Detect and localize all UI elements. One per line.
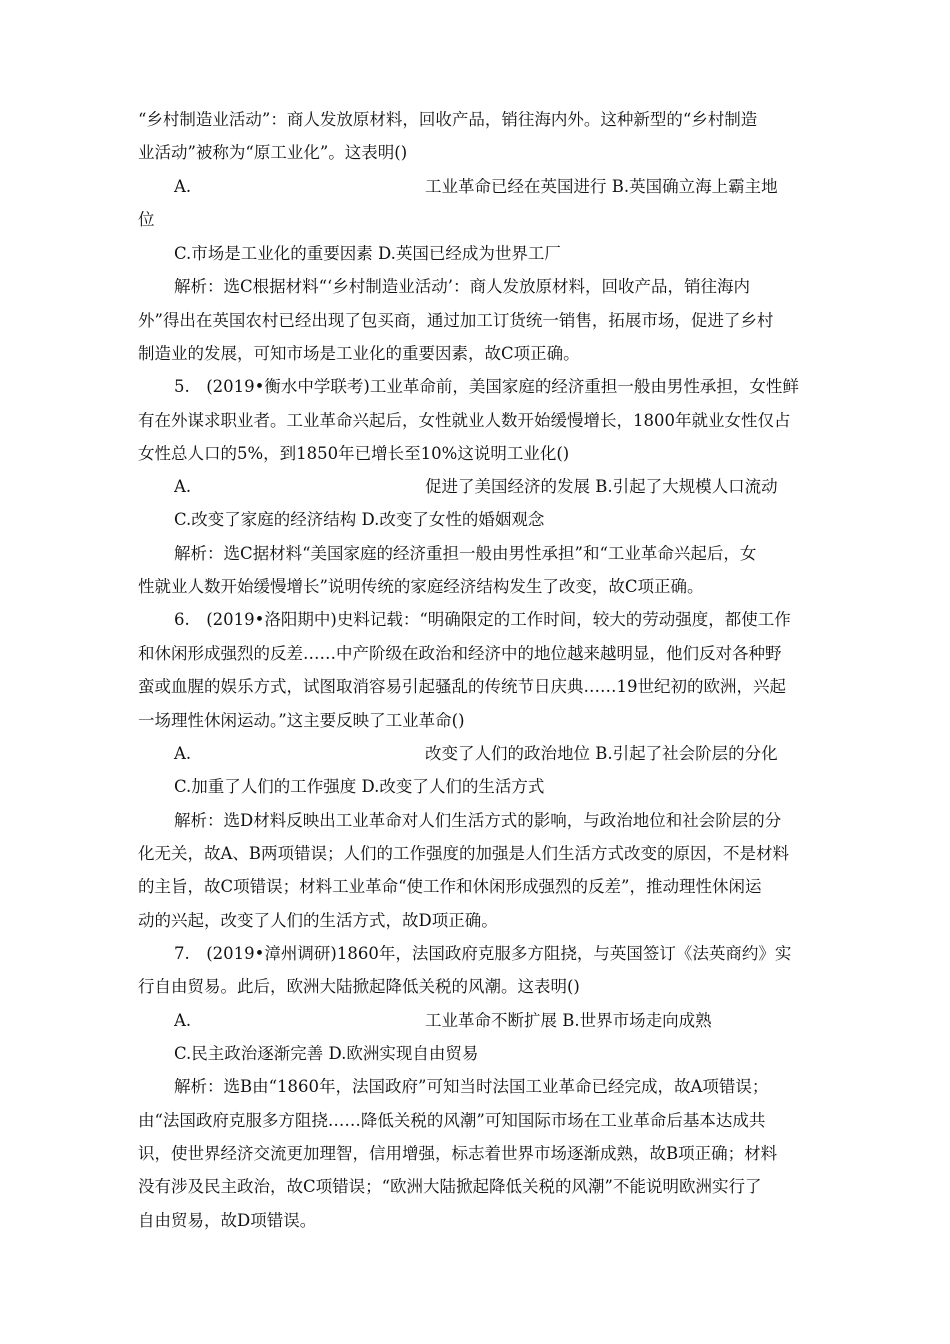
answer-analysis-line: 解析：选C据材料“美国家庭的经济重担一般由男性承担”和“工业革命兴起后，女 bbox=[174, 544, 757, 563]
answer-analysis-line: 动的兴起，改变了人们的生活方式，故D项正确。 bbox=[138, 911, 498, 930]
answer-analysis-line: 外”得出在英国农村已经出现了包买商，通过加工订货统一销售，拓展市场，促进了乡村 bbox=[138, 311, 774, 330]
option-a-label: A. bbox=[174, 477, 192, 496]
question-5-stem-line: 有在外谋求职业者。工业革命兴起后，女性就业人数开始缓慢增长，1800年就业女性仅占 bbox=[138, 411, 791, 430]
question-4-stem-line: “乡村制造业活动”：商人发放原材料，回收产品，销往海内外。这种新型的“乡村制造 bbox=[138, 110, 758, 129]
question-6-stem-line: 一场理性休闲运动。”这主要反映了工业革命() bbox=[138, 711, 465, 730]
option-a-label: A. bbox=[174, 1011, 192, 1030]
options-ab-line: 工业革命已经在英国进行 B.英国确立海上霸主地 bbox=[425, 177, 778, 196]
options-ab-continuation: 位 bbox=[138, 210, 155, 229]
answer-analysis-line: 化无关，故A、B两项错误；人们的工作强度的加强是人们生活方式改变的原因，不是材料 bbox=[138, 844, 790, 863]
answer-analysis-line: 解析：选C根据材料“‘乡村制造业活动’：商人发放原材料，回收产品，销往海内 bbox=[174, 277, 751, 296]
question-5-stem-line: 5. (2019•衡水中学联考)工业革命前，美国家庭的经济重担一般由男性承担，女性鲜 bbox=[174, 377, 799, 396]
answer-analysis-line: 制造业的发展，可知市场是工业化的重要因素，故C项正确。 bbox=[138, 344, 580, 363]
question-6-stem-line: 蛮或血腥的娱乐方式，试图取消容易引起骚乱的传统节日庆典……19世纪初的欧洲，兴起 bbox=[138, 677, 786, 696]
answer-analysis-line: 没有涉及民主政治，故C项错误；“欧洲大陆掀起降低关税的风潮”不能说明欧洲实行了 bbox=[138, 1177, 762, 1196]
question-7-stem-line: 7. (2019•漳州调研)1860年，法国政府克服多方阻挠，与英国签订《法英商约》实 bbox=[174, 944, 792, 963]
options-ab-line: 促进了美国经济的发展 B.引起了大规模人口流动 bbox=[425, 477, 778, 496]
question-6-stem-line: 6. (2019•洛阳期中)史料记载：“明确限定的工作时间，较大的劳动强度，都使工作 bbox=[174, 610, 791, 629]
answer-analysis-line: 识，使世界经济交流更加理智，信用增强，标志着世界市场逐渐成熟，故B项正确；材料 bbox=[138, 1144, 778, 1163]
answer-analysis-line: 由“法国政府克服多方阻挠……降低关税的风潮”可知国际市场在工业革命后基本达成共 bbox=[138, 1111, 766, 1130]
options-cd-line: C.市场是工业化的重要因素 D.英国已经成为世界工厂 bbox=[174, 244, 561, 263]
options-cd-line: C.改变了家庭的经济结构 D.改变了女性的婚姻观念 bbox=[174, 510, 545, 529]
answer-analysis-line: 的主旨，故C项错误；材料工业革命“使工作和休闲形成强烈的反差”，推动理性休闲运 bbox=[138, 877, 762, 896]
options-ab-line: 工业革命不断扩展 B.世界市场走向成熟 bbox=[425, 1011, 712, 1030]
answer-analysis-line: 性就业人数开始缓慢增长”说明传统的家庭经济结构发生了改变，故C项正确。 bbox=[138, 577, 704, 596]
answer-analysis-line: 解析：选D材料反映出工业革命对人们生活方式的影响，与政治地位和社会阶层的分 bbox=[174, 811, 782, 830]
question-5-stem-line: 女性总人口的5%，到1850年已增长至10%这说明工业化() bbox=[138, 444, 570, 463]
options-cd-line: C.民主政治逐渐完善 D.欧洲实现自由贸易 bbox=[174, 1044, 479, 1063]
question-6-stem-line: 和休闲形成强烈的反差……中产阶级在政治和经济中的地位越来越明显，他们反对各种野 bbox=[138, 644, 782, 663]
question-7-stem-line: 行自由贸易。此后，欧洲大陆掀起降低关税的风潮。这表明() bbox=[138, 977, 580, 996]
option-a-label: A. bbox=[174, 744, 192, 763]
options-ab-line: 改变了人们的政治地位 B.引起了社会阶层的分化 bbox=[425, 744, 778, 763]
answer-analysis-line: 解析：选B由“1860年，法国政府”可知当时法国工业革命已经完成，故A项错误； bbox=[174, 1077, 769, 1096]
question-4-stem-line: 业活动”被称为“原工业化”。这表明() bbox=[138, 143, 408, 162]
answer-analysis-line: 自由贸易，故D项错误。 bbox=[138, 1211, 317, 1230]
option-a-label: A. bbox=[174, 177, 192, 196]
options-cd-line: C.加重了人们的工作强度 D.改变了人们的生活方式 bbox=[174, 777, 545, 796]
